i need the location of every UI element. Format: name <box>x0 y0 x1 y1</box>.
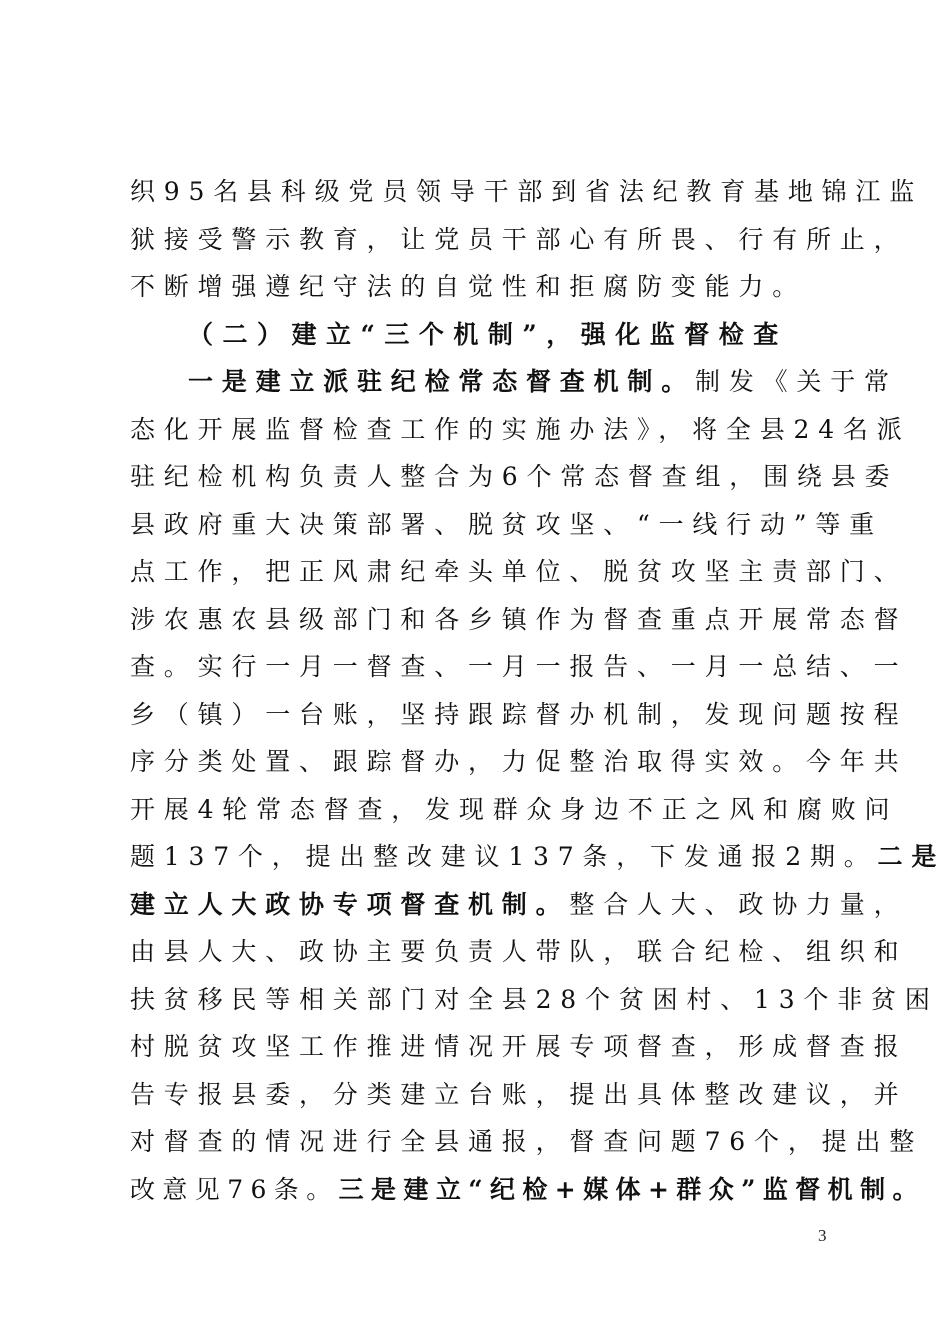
text-segment: 态化开展监督检查工作的实施办法》，将全县24名派 <box>130 414 911 444</box>
text-line <box>130 168 924 216</box>
text-segment: 涉农惠农县级部门和各乡镇作为督查重点开展常态督 <box>130 604 908 634</box>
text-line <box>130 786 899 834</box>
text-line <box>130 833 946 881</box>
text-segment: 查。实行一月一督查、一月一报告、一月一总结、一 <box>130 652 908 681</box>
text-line <box>130 1166 925 1214</box>
text-segment: 扶贫移民等相关部门对全县28个贫困村、13个非贫困 <box>130 984 939 1014</box>
text-segment: 开展4轮常态督查，发现群众身边不正之风和腐败问 <box>130 794 899 824</box>
text-segment: 狱接受警示教育，让党员干部心有所畏、行有所止， <box>130 224 908 254</box>
text-line <box>130 691 908 739</box>
text-line <box>130 881 908 929</box>
text-segment: 织95名县科级党员领导干部到省法纪教育基地锦江监 <box>130 177 924 206</box>
text-segment: 点工作，把正风肃纪牵头单位、脱贫攻坚主责部门、 <box>130 557 908 586</box>
text-segment: 告专报县委，分类建立台账，提出具体整改建议，并 <box>130 1079 908 1109</box>
text-segment: 乡（镇）一台账，坚持跟踪督办机制，发现问题按程 <box>130 699 908 729</box>
text-line <box>130 216 908 264</box>
text-line <box>130 501 883 549</box>
text-line <box>130 643 908 691</box>
text-segment: 对督查的情况进行全县通报，督查问题76个，提出整 <box>130 1127 924 1156</box>
text-segment: 制发《关于常 <box>695 367 898 396</box>
text-segment: 驻纪检机构负责人整合为6个常态督查组，围绕县委 <box>130 462 899 491</box>
text-line <box>130 406 911 454</box>
body-text <box>130 168 946 1213</box>
page-number: 3 <box>818 1226 827 1245</box>
text-segment: 由县人大、政协主要负责人带队，联合纪检、组织和 <box>130 937 908 966</box>
text-line <box>130 928 908 976</box>
text-line <box>130 548 908 596</box>
section-heading <box>130 311 830 359</box>
bold-text-segment: 一是建立派驻纪检常态督查机制。 <box>188 367 696 396</box>
bold-text-segment: （二）建立“三个机制”，强化监督检查 <box>188 319 788 349</box>
bold-text-segment: 二是 <box>877 842 946 871</box>
text-line <box>130 976 939 1024</box>
text-segment: 不断增强遵纪守法的自觉性和拒腐防变能力。 <box>130 272 807 301</box>
text-line <box>130 1023 908 1071</box>
text-line <box>130 358 898 406</box>
text-segment: 整合人大、政协力量， <box>569 889 908 919</box>
text-line <box>130 1118 924 1166</box>
text-line <box>130 263 830 311</box>
text-line <box>130 1071 908 1119</box>
text-segment: 县政府重大决策部署、脱贫攻坚、“一线行动”等重 <box>130 509 883 539</box>
bold-text-segment: 建立人大政协专项督查机制。 <box>130 889 570 919</box>
text-segment: 改意见76条。 <box>130 1174 339 1204</box>
text-line <box>130 453 899 501</box>
text-segment: 序分类处置、跟踪督办，力促整治取得实效。今年共 <box>130 747 908 776</box>
bold-text-segment: 三是建立“纪检+媒体+群众”监督机制。 <box>338 1174 925 1204</box>
text-line <box>130 596 908 644</box>
text-line <box>130 738 908 786</box>
text-segment: 村脱贫攻坚工作推进情况开展专项督查，形成督查报 <box>130 1032 908 1061</box>
text-segment: 题137个，提出整改建议137条，下发通报2期。 <box>130 842 878 871</box>
